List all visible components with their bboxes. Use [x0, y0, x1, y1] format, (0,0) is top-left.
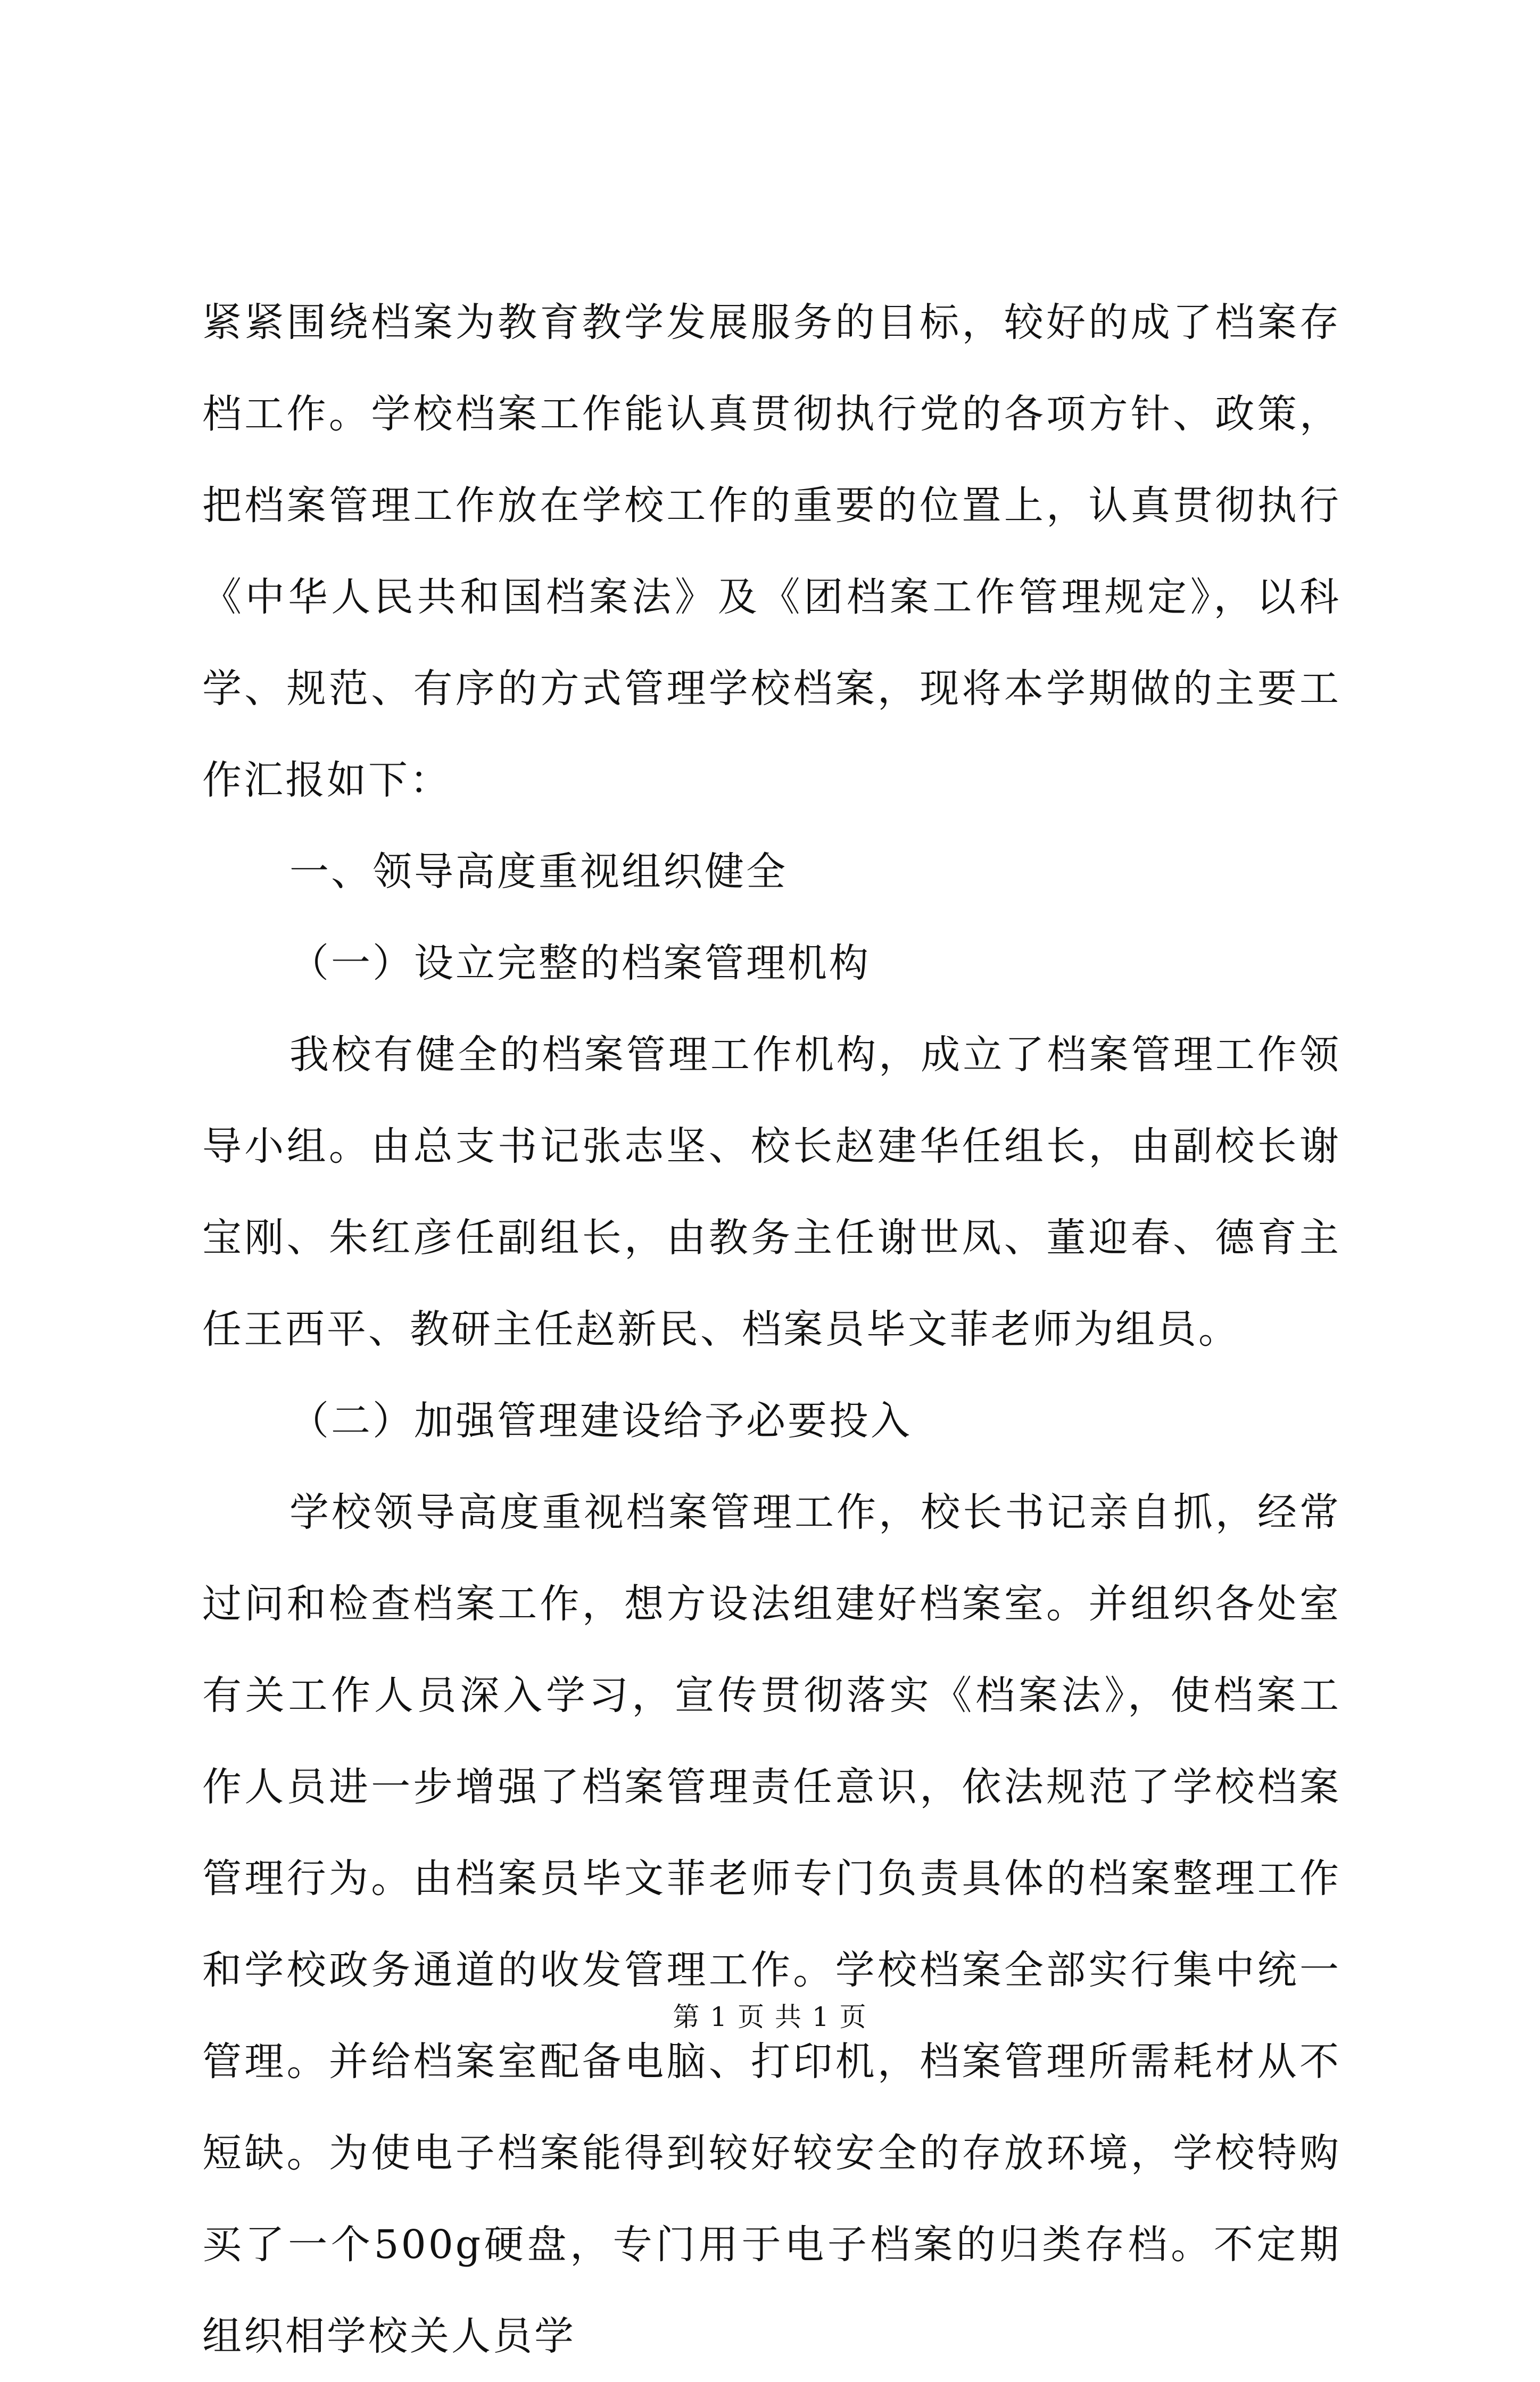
subsection-heading-1: （一）设立完整的档案管理机构 [289, 940, 871, 986]
intro-paragraph: 紧紧围绕档案为教育教学发展服务的目标，较好的成了档案存档工作。学校档案工作能认真贯彻执行党的各项方针、政策，把档案管理工作放在学校工作的重要的位置上，认真贯彻执行《中华人民共和国档案法》及《团档案工作管理规定》，以科学、规范、有序的方式管理学校档案，现将本学期做的主要工作汇报如下： [202, 300, 1341, 803]
document-body [202, 277, 1341, 2382]
body-paragraph-2: 学校领导高度重视档案管理工作，校长书记亲自抓，经常过问和检查档案工作，想方设法组建好档案室。并组织各处室有关工作人员深入学习，宣传贯彻落实《档案法》，使档案工作人员进一步增强了档案管理责任意识，依法规范了学校档案管理行为。由档案员毕文菲老师专门负责具体的档案整理工作和学校政务通道的收发管理工作。学校档案全部实行集中统一管理。并给档案室配备电脑、打印机，档案管理所需耗材从不短缺。为使电子档案能得到较好较安全的存放环境，学校特购买了一个500g硬盘，专门用于电子档案的归类存档。不定期组织相学校关人员学 [202, 1490, 1341, 2359]
body-paragraph-1: 我校有健全的档案管理工作机构，成立了档案管理工作领导小组。由总支书记张志坚、校长赵建华任组长，由副校长谢宝刚、朱红彦任副组长，由教务主任谢世凤、董迎春、德育主任王西平、教研主任赵新民、档案员毕文菲老师为组员。 [202, 1032, 1341, 1352]
page-footer: 第 1 页 共 1 页 [673, 2001, 867, 2032]
subsection-heading-2: （二）加强管理建设给予必要投入 [289, 1398, 912, 1444]
section-heading-1: 一、领导高度重视组织健全 [289, 849, 788, 895]
